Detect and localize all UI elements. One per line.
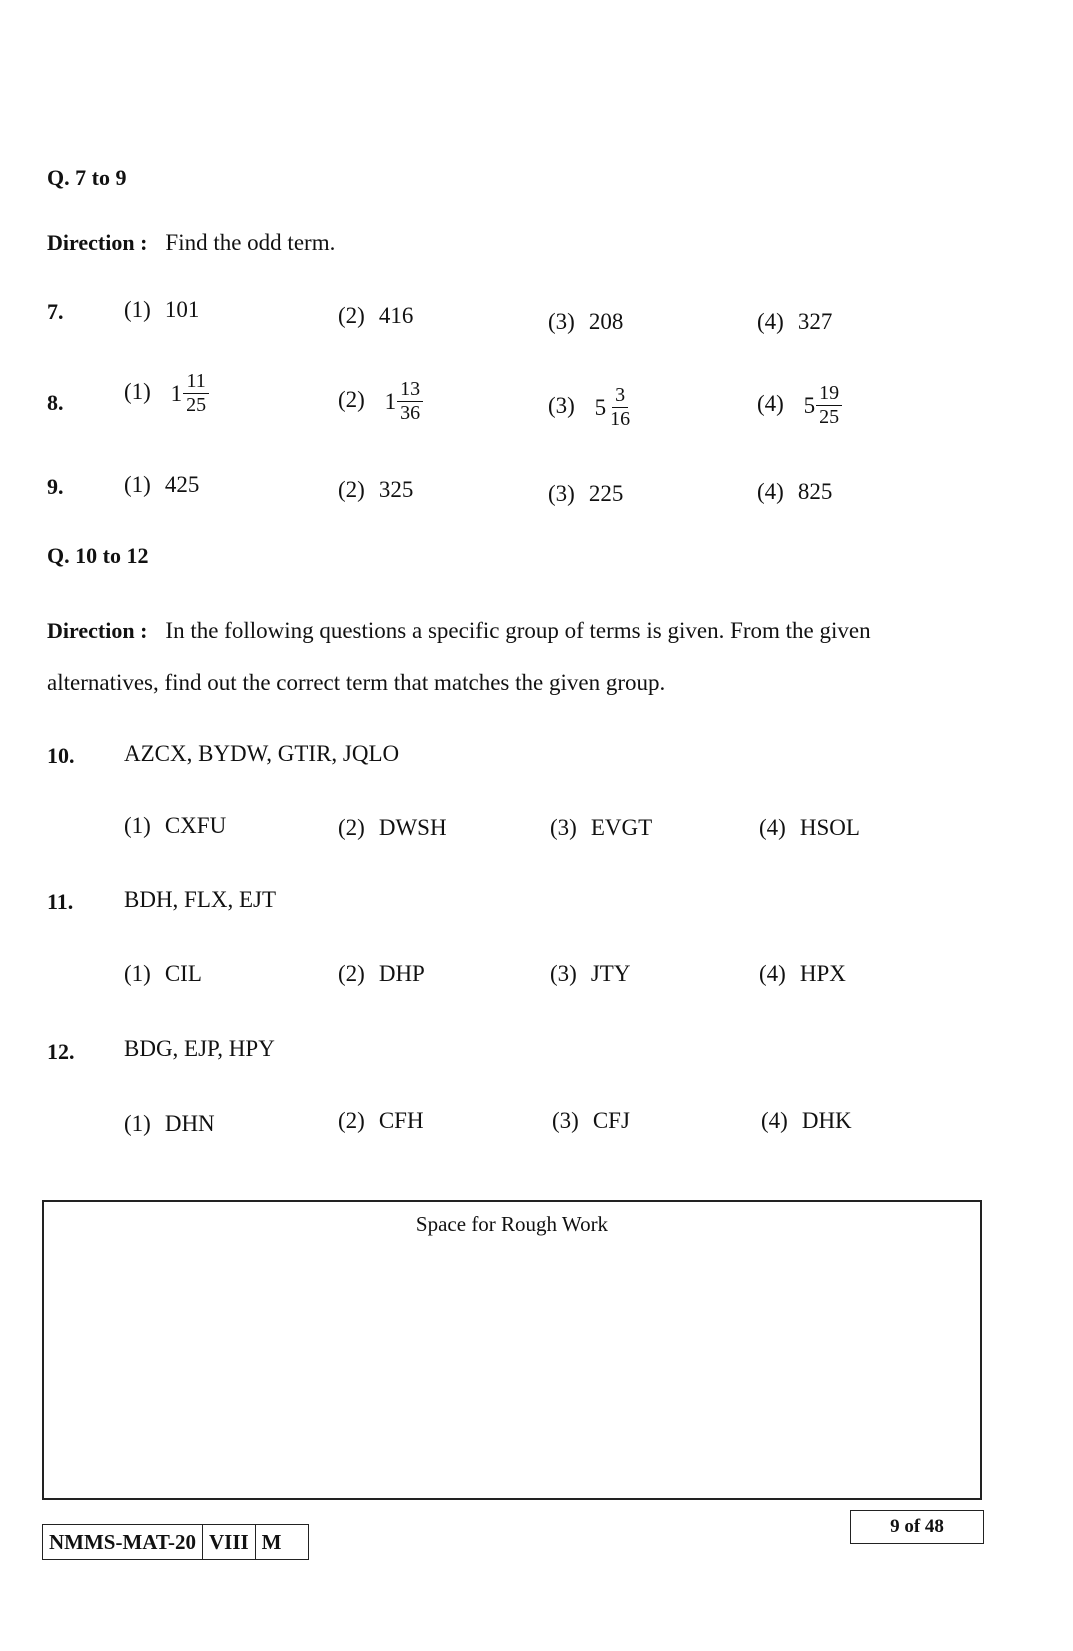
question-number-10: 10. [47, 743, 75, 768]
mixed-fraction: 5 $\frac{19}{25}$ [804, 382, 843, 429]
q12-option-3[interactable]: (3) CFJ [552, 1108, 630, 1133]
direction-2 [47, 618, 871, 644]
q9-option-3[interactable]: (3) 225 [548, 481, 624, 506]
paper-medium: M [261, 1529, 282, 1554]
q10-option-4[interactable]: (4) HSOL [759, 815, 860, 840]
q12-option-1[interactable]: (1) DHN [124, 1111, 215, 1136]
direction-label: Direction : [47, 230, 148, 255]
paper-code-box [42, 1524, 309, 1560]
q12-option-2[interactable]: (2) CFH [338, 1108, 424, 1133]
mixed-fraction: 1 $\frac{13}{36}$ [385, 378, 424, 425]
rough-work-box [42, 1200, 982, 1500]
q9-option-4[interactable]: (4) 825 [757, 479, 833, 504]
q11-option-4[interactable]: (4) HPX [759, 961, 846, 986]
mixed-fraction: 1 $\frac{11}{25}$ [171, 370, 210, 417]
q8-option-1[interactable]: (1) 1 $\frac{11}{25}$ [124, 370, 209, 417]
q12-option-4[interactable]: (4) DHK [761, 1108, 852, 1133]
question-number-9: 9. [47, 474, 64, 499]
q9-option-2[interactable]: (2) 325 [338, 477, 414, 502]
question-text-10: AZCX, BYDW, GTIR, JQLO [124, 741, 400, 766]
q9-option-1[interactable]: (1) 425 [124, 472, 200, 497]
q10-option-3[interactable]: (3) EVGT [550, 815, 653, 840]
q7-option-4[interactable]: (4) 327 [757, 309, 833, 334]
mixed-fraction: 5 $\frac{3}{16}$ [594, 384, 631, 430]
direction-text-line2: alternatives, find out the correct term that matches the given group. [47, 670, 666, 695]
q11-option-2[interactable]: (2) DHP [338, 961, 425, 986]
q11-option-3[interactable]: (3) JTY [550, 961, 631, 986]
paper-class: VIII [203, 1525, 256, 1559]
q11-option-1[interactable]: (1) CIL [124, 961, 202, 986]
question-number-8: 8. [47, 390, 64, 415]
question-text-11: BDH, FLX, EJT [124, 887, 277, 912]
q7-option-3[interactable]: (3) 208 [548, 309, 624, 334]
question-number-7: 7. [47, 299, 64, 324]
q8-option-4[interactable]: (4) 5 $\frac{19}{25}$ [757, 382, 842, 429]
q7-option-1[interactable]: (1) 101 [124, 297, 200, 322]
rough-work-title: Space for Rough Work [415, 1212, 609, 1236]
paper-code: NMMS-MAT-20 [43, 1525, 203, 1559]
question-number-11: 11. [47, 889, 74, 914]
q8-option-2[interactable]: (2) 1 $\frac{13}{36}$ [338, 378, 423, 425]
q8-option-3[interactable]: (3) 5 $\frac{3}{16}$ [548, 384, 633, 431]
page-number: 9 of 48 [850, 1510, 984, 1544]
q7-option-2[interactable]: (2) 416 [338, 303, 414, 328]
direction-1 [47, 230, 335, 256]
question-number-12: 12. [47, 1039, 75, 1064]
section-header-q10-12: Q. 10 to 12 [47, 543, 149, 568]
direction-label: Direction : [47, 618, 148, 643]
direction-text: Find the odd term. [165, 230, 336, 255]
section-header-q7-9: Q. 7 to 9 [47, 165, 127, 190]
q10-option-2[interactable]: (2) DWSH [338, 815, 447, 840]
q10-option-1[interactable]: (1) CXFU [124, 813, 227, 838]
question-text-12: BDG, EJP, HPY [124, 1036, 275, 1061]
direction-text-line1: In the following questions a specific group of terms is given. From the given [165, 618, 871, 643]
